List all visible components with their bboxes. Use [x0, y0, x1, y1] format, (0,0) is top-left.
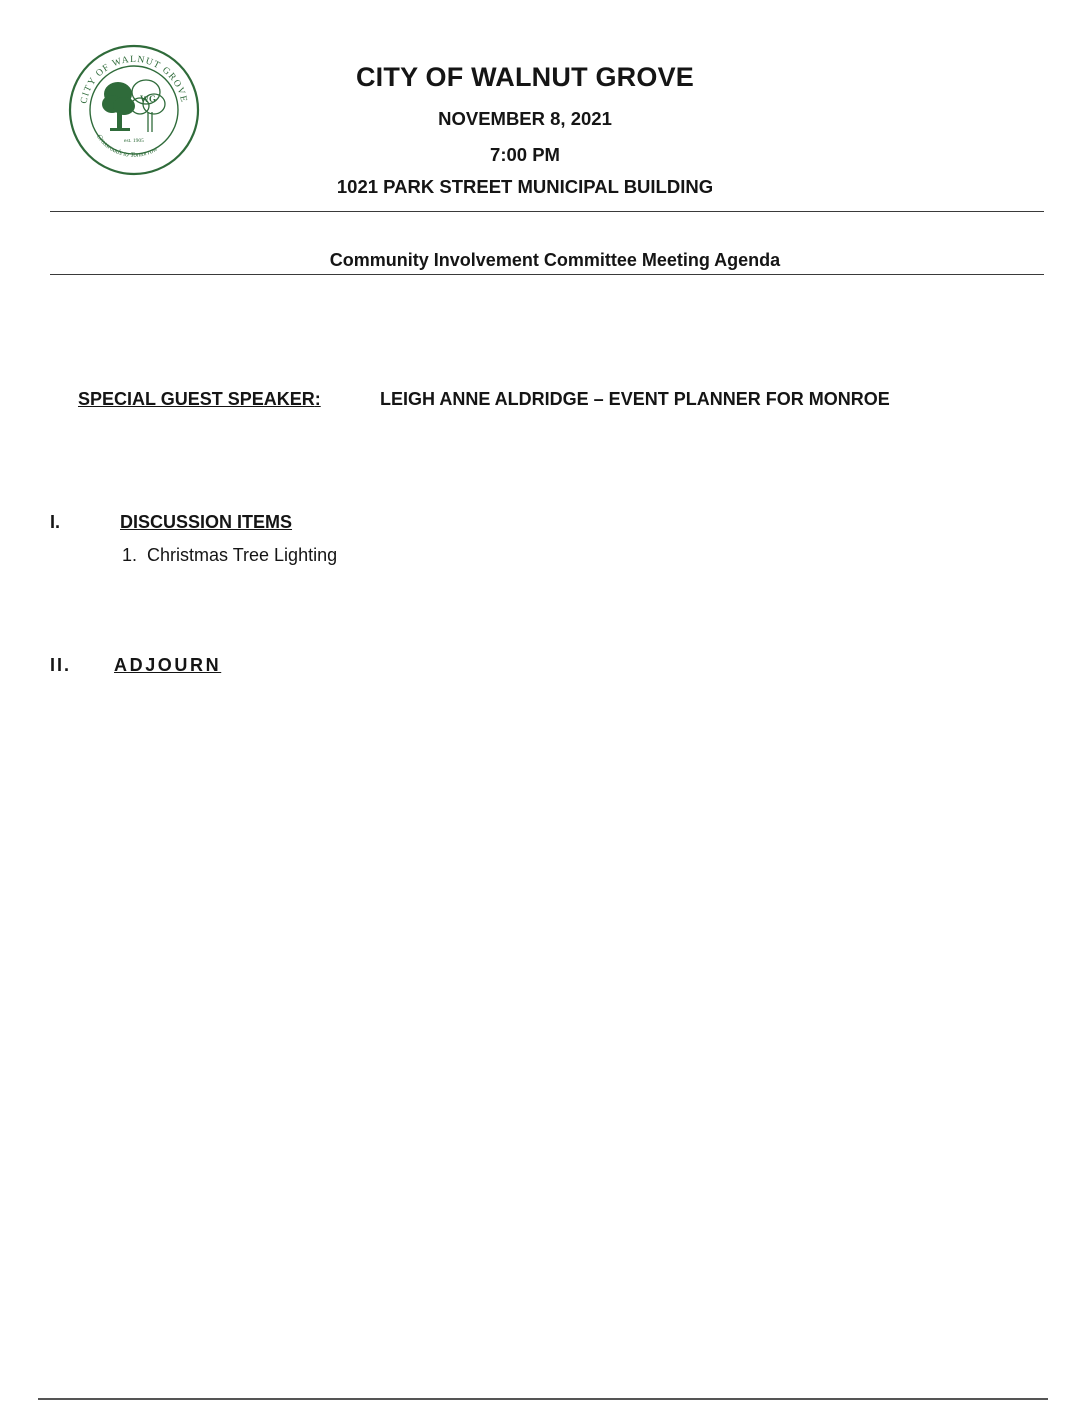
seal-name-text: CITY OF WALNUT GROVE — [79, 54, 189, 105]
meeting-date: NOVEMBER 8, 2021 — [438, 108, 612, 129]
seal-established: est. 1905 — [124, 138, 144, 144]
seal-monogram: WG — [140, 94, 157, 104]
seal-motto-arc — [95, 133, 159, 159]
section-heading-discussion: DISCUSSION ITEMS — [120, 512, 293, 532]
section-numeral: II. — [50, 655, 72, 675]
page-bottom-edge — [38, 1398, 1048, 1400]
speaker-label: SPECIAL GUEST SPEAKER — [78, 389, 315, 409]
list-item: 1. Christmas Tree Lighting — [122, 545, 338, 565]
seal-motto-text: Crossroads to Tomorrow — [94, 132, 159, 159]
meeting-time: 7:00 PM — [490, 144, 560, 165]
speaker-label-line — [78, 389, 321, 410]
header-divider — [50, 211, 1044, 212]
meeting-location: 1021 PARK STREET MUNICIPAL BUILDING — [336, 176, 714, 197]
speaker-colon: : — [314, 389, 321, 409]
seal-icon — [66, 42, 202, 178]
speaker-name: LEIGH ANNE ALDRIDGE – EVENT PLANNER FOR MONROE — [380, 389, 890, 409]
section-numeral: I. — [50, 512, 61, 532]
section-heading-adjourn: ADJOURN — [114, 655, 222, 675]
agenda-divider — [50, 274, 1044, 275]
page-title: CITY OF WALNUT GROVE — [355, 62, 694, 92]
city-seal-logo — [66, 42, 202, 178]
agenda-title: Community Involvement Committee Meeting Agenda — [329, 250, 781, 270]
